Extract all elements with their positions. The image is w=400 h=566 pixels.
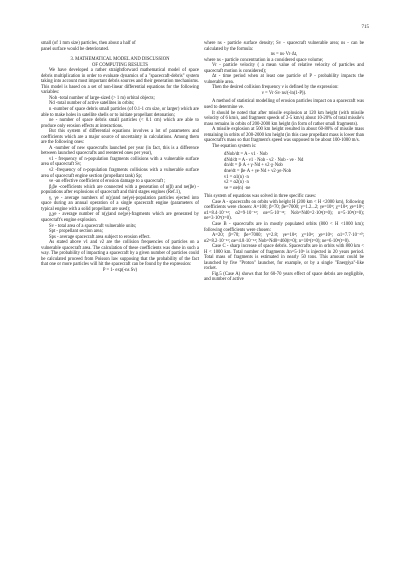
left-column-paragraph: Spt - propellant section area; bbox=[49, 229, 103, 235]
left-column-paragraph: Nob -total number of large-sized (> 1 m) orbital objects; bbox=[49, 95, 155, 101]
left-column-paragraph: P = 1- exp(-ns Sv) bbox=[102, 267, 138, 273]
left-column-paragraph: Sv - total area of a spacecraft vulnerable units; bbox=[49, 223, 137, 229]
left-column-paragraph: small (of 1 mm size) particles, then about a half of bbox=[41, 41, 136, 46]
left-column-paragraph: ne - number of space debris small particles (< 0.1 cm) which are able to produce only erosion effects at interactions. bbox=[41, 118, 199, 129]
left-column-paragraph: We have developed a rather straightforward mathematical model of space debris multiplication in order to evaluate dynamics of a "spacecraft-debris" system taking into account most important debris sources and their generation mechanisms. This model is based on a set of non-linear differential equations for the following variables: bbox=[41, 68, 199, 96]
right-column-paragraph: It should be noted that after missile explosion at 120 km height (with missile velocity of 6 km/s, and fragment speeds of 2-5 km/s) about 10-20% of total missile's mass remains in orbits of 200-2000 km height (in form of rather small fragments). bbox=[204, 110, 364, 127]
left-column-paragraph: 3. MATHEMATICAL MODEL AND DISCUSSION bbox=[70, 57, 170, 63]
left-column-paragraph: γ, γe - average numbers of n(γ)and ne(γe)-population particles ejected into space during an annual operation of a single spacecraft engine (parameters of typical engine with a solid propellant are used); bbox=[41, 195, 199, 212]
left-column-paragraph: As stated above ν1 and ν2 are the collision frequencies of particles on a vulnerable spacecraft area. The calculation of these coefficients was done in such a way. The probability of impacting a spacecraft by a given number of particles could be calculated proceed from Poisson law supposing that the probability of the fact that one or more particles will hit the spacecraft can be found by the expression: bbox=[41, 240, 199, 268]
left-column-paragraph: ν2 -frequency of n-population fragments collisions with a vulnerable surface area of spacecraft engine section (propellant tank) Sp; bbox=[41, 168, 199, 179]
left-column bbox=[41, 41, 199, 273]
left-column-paragraph: But this system of differential equations involves a lot of parameters and coefficients which are a major source of uncertainty in calculations. Among them are the following ones: bbox=[41, 129, 199, 146]
right-column-paragraph: This system of equations was solved in three specific cases: bbox=[204, 194, 317, 200]
right-column-paragraph: Case A - spacecrafts on orbits with height H (200 km < H <2000 km), following coefficients were chosen: A=100; β=70; βe=7000; γ=1.2...2; γe=10⁵; χ=10⁴; χe=10⁶; α1=8.4·10⁻¹²; α2=9·10⁻¹²; αe=5·10⁻¹²; Nob=Nd0=2·10³(t=0); n=5·10⁵(t=0); ne=3·10⁷(t=0). bbox=[204, 199, 364, 222]
right-column-paragraph: dNob/dt = A - ν1 · Nob bbox=[224, 152, 268, 158]
left-column-paragraph: νe -an effective coefficient of erosion damage to a spacecraft ; bbox=[49, 179, 166, 185]
left-column-paragraph: OF COMPUTING RESULTS bbox=[91, 62, 149, 68]
left-column-paragraph: Nd -total number of active satellites in orbits; bbox=[49, 101, 135, 107]
page-number: 715 bbox=[361, 25, 369, 30]
left-column-paragraph: ν1 - frequency of n-population fragments collisions with a vulnerable surface area of spacecraft Sv; bbox=[41, 156, 199, 168]
right-column-paragraph: νe = αe(n) ·ne bbox=[224, 185, 251, 191]
left-column-paragraph: Sps - average spacecraft area subject to erosion effect. bbox=[49, 234, 151, 240]
right-column-paragraph: ν = Vr·Sv·ns/(-ln(1-P)). bbox=[261, 90, 307, 96]
right-column bbox=[204, 41, 364, 283]
left-column-paragraph: A -number of new spacecrafts launched per year (in fact, this is a difference between launched spacecrafts and reentered ones per year), bbox=[41, 145, 199, 157]
left-column-paragraph: β,βe -coefficients which are connected with a generation of n(β) and ne(βe) -populations after explosions of spacecraft and third stages engines (Ref.1), bbox=[41, 184, 199, 196]
right-column-paragraph: A missile explosion at 500 km height resulted in about 60-80% of missile mass remaining in orbits of 200-2000 km height (in this case propellant mass is lower than spacecraft's mass so that fragment's speed was supposed to be about 100-1000 m/s. bbox=[204, 127, 364, 144]
right-column-paragraph: dn/dt = β·A + γ·Nd + ν2·χ·Nob bbox=[224, 163, 283, 169]
left-column-paragraph: n -number of space debris small particles (of 0.1-1 cm size, or larger) which are able to make holes in satellite shells or to initiate propellant detonation; bbox=[41, 107, 199, 118]
right-column-paragraph: Vr - particle velocity ( a mean value of relative velocity of particles and spacecraft motion is considered); bbox=[204, 63, 364, 74]
right-column-paragraph: Fig.5 (Case A) shows that for 60-70 years effect of space debris are negligible, and number of active bbox=[204, 271, 364, 283]
right-column-paragraph: Δt - time period when at least one particle of P - probability impacts the vulnerable area. bbox=[204, 74, 364, 85]
right-column-paragraph: Case B - spacecrafts are in mostly populated orbits (800 < H <1000 km); following coefficients were chosen: bbox=[204, 221, 364, 233]
right-column-paragraph: where ns - particle surface density; Sv - spacecraft vulnerable area; ns - can be calculated by the formula: bbox=[204, 41, 364, 52]
right-column-paragraph: ν1 = α1(n) ·n bbox=[224, 174, 249, 180]
right-column-paragraph: Case C - sharp increase of space debris. Spacecrafts are in orbits with 800 km < H < 1000 km. Total number of fragments Δn=5·10⁶ is injected in 20 years period. Total mass of fragments is estimated in nearly 50 tons. This amount could be launched by five "Proton" launcher, for example, or by a single "Energiya"-like rocket. bbox=[204, 244, 364, 272]
right-column-paragraph: ν2 = α2(n) ·n bbox=[224, 180, 249, 186]
right-column-paragraph: The equation system is: bbox=[212, 143, 257, 149]
right-column-paragraph: Then the desired collision frequency ν is defined by the expression: bbox=[212, 85, 339, 91]
left-column-paragraph: χ,χe - average number of n(χ)and ne(χe)-fragments which are generated by spacecraft's engine explosion. bbox=[41, 212, 199, 223]
right-column-paragraph: A=20; β=70; βe=7000; γ=2.8; γe=10⁴; χ=10⁴; χe=10⁶; α1=7.7·10⁻¹⁰; α2=8.2·10⁻¹¹; αe=4.8·10⁻¹²; Nob=Nd0=460(t=0); n=10⁵(t=0); ne=6·10⁵(t=0). bbox=[204, 233, 364, 244]
left-column-paragraph: panel surface would be deteriorated. bbox=[41, 46, 110, 52]
right-column-paragraph: A method of statistical modelling of erosion particles impact on a spacecraft was used to determine νe. bbox=[204, 99, 364, 111]
right-column-paragraph: ns = ns·Vr·Δt, bbox=[270, 52, 298, 58]
right-column-paragraph: where ns - particle concentration in a considered space volume; bbox=[204, 57, 324, 63]
right-column-paragraph: dne/dt = βe·A + γe·Nd + ν2·χe·Nob bbox=[224, 169, 292, 175]
right-column-paragraph: dNd/dt = A - ν1 · Nob - ν2 · Nob - νe · Nd bbox=[224, 157, 304, 163]
